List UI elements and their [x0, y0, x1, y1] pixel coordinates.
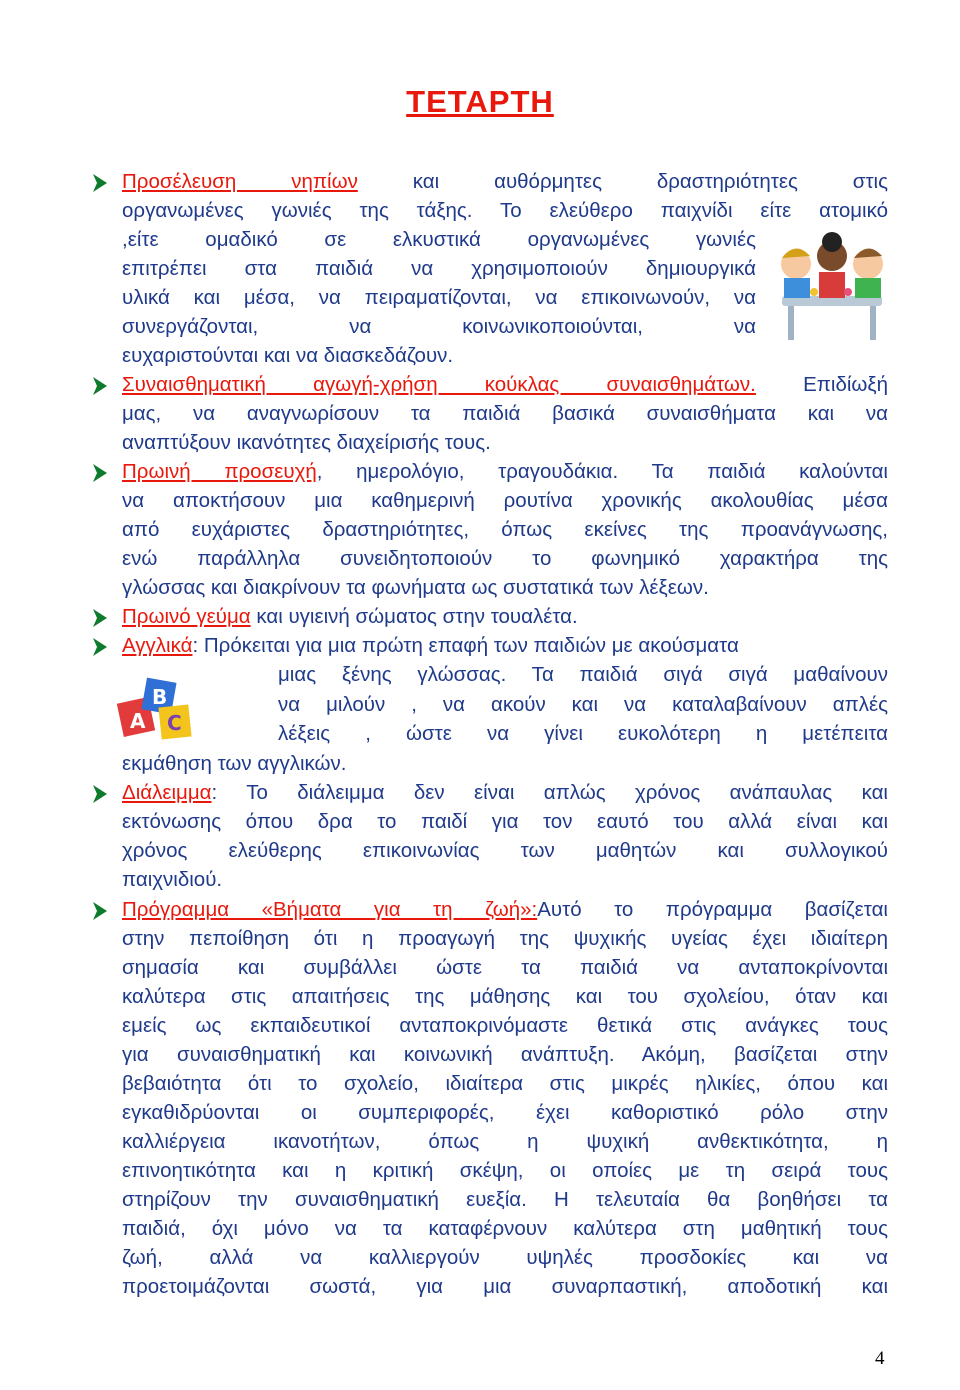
section-label-break[interactable]: Διάλειμμα — [122, 781, 212, 804]
section-2-line-2: μας, να αναγνωρίσουν τα παιδιά βασικά συναισθήματα και να — [122, 402, 888, 425]
section-label-emotional-education[interactable]: Συναισθηματική αγωγή-χρήση κούκλας συναισθημάτων. — [122, 373, 756, 396]
section-4-text: και υγιεινή σώματος στην τουαλέτα. — [250, 605, 578, 628]
children-playing-illustration — [774, 226, 890, 344]
arrowhead-bullet-icon — [91, 636, 109, 658]
section-3-line-5: γλώσσας και διακρίνουν τα φωνήματα ως συστατικά των λέξεων. — [122, 576, 709, 599]
section-7-line-13: ζωή, αλλά να καλλιεργούν υψηλές προσδοκίες και να — [122, 1246, 888, 1269]
page-number: 4 — [875, 1348, 885, 1369]
section-5-line-1 — [122, 631, 888, 661]
section-3-line-4: ενώ παράλληλα συνειδητοποιούν το φωνημικό χαρακτήρα της — [122, 547, 888, 570]
section-7-line-10: επινοητικότητα και η κριτική σκέψη, οι οποίες με τη σειρά τους — [122, 1159, 888, 1182]
section-7-line-4: καλύτερα στις απαιτήσεις της μάθησης και του σχολείου, όταν και — [122, 985, 888, 1008]
section-1-line-5: υλικά και μέσα, να πειραματίζονται, να επικοινωνούν, να — [122, 286, 756, 309]
section-5-text: : Πρόκειται για μια πρώτη επαφή των παιδιών με ακούσματα — [192, 634, 739, 657]
section-label-breakfast[interactable]: Πρωινό γεύμα — [122, 605, 251, 628]
arrowhead-bullet-icon — [91, 172, 109, 194]
section-7-line-12: παιδιά, όχι μόνο να τα καταφέρνουν καλύτερα στη μαθητική τους — [122, 1217, 888, 1240]
section-7-line-5: εμείς ως εκπαιδευτικοί ανταποκρινόμαστε θετικά στις ανάγκες τους — [122, 1014, 888, 1037]
section-label-morning-prayer[interactable]: Πρωινή προσευχή — [122, 460, 317, 483]
section-5-line-4: λέξεις , ώστε να γίνει ευκολότερη η μετέπειτα — [278, 722, 888, 745]
section-1-line-4: επιτρέπει στα παιδιά να χρησιμοποιούν δημιουργικά — [122, 257, 756, 280]
section-6-line-4: παιχνιδιού. — [122, 868, 223, 891]
section-3-line-1 — [122, 457, 888, 487]
section-1-line-6: συνεργάζονται, να κοινωνικοποιούνται, να — [122, 315, 756, 338]
section-label-arrival[interactable]: Προσέλευση νηπίων — [122, 170, 358, 193]
section-5-line-3: να μιλούν , να ακούν και να καταλαβαίνουν απλές — [278, 693, 888, 716]
section-2-line-1 — [122, 370, 888, 400]
section-7-line-3: σημασία και συμβάλλει ώστε τα παιδιά να ανταποκρίνονται — [122, 956, 888, 979]
section-7-line-9: καλλιέργεια ικανοτήτων, όπως η ψυχική ανθεκτικότητα, η — [122, 1130, 888, 1153]
section-7-line-6: για συναισθηματική και κοινωνική ανάπτυξη. Ακόμη, βασίζεται στην — [122, 1043, 888, 1066]
section-6-text: : Το διάλειμμα δεν είναι απλώς χρόνος ανάπαυλας και — [211, 781, 888, 804]
abc-blocks-illustration — [116, 670, 196, 750]
section-label-steps-for-life[interactable]: Πρόγραμμα «Βήματα για τη ζωή»: — [122, 898, 538, 921]
section-1-line-3: ,είτε ομαδικό σε ελκυστικά οργανωμένες γωνιές — [122, 228, 756, 251]
section-3-text: , ημερολόγιο, τραγουδάκια. Τα παιδιά καλούνται — [316, 460, 888, 483]
section-1-line-1 — [122, 167, 888, 197]
section-2-text: Επιδίωξή — [803, 373, 889, 396]
arrowhead-bullet-icon — [91, 607, 109, 629]
section-4-line-1 — [122, 602, 888, 632]
svg-text:A: A — [130, 709, 146, 733]
page-title: ΤΕΤΑΡΤΗ — [406, 84, 554, 119]
svg-text:B: B — [152, 685, 168, 709]
section-7-line-7: βεβαιότητα ότι το σχολείο, ιδιαίτερα στις μικρές ηλικίες, όπου και — [122, 1072, 888, 1095]
section-3-line-3: από ευχάριστες δραστηριότητες, όπως εκείνες της προανάγνωσης, — [122, 518, 888, 541]
section-7-line-1 — [122, 895, 888, 925]
section-1-line-7: ευχαριστούνται και να διασκεδάζουν. — [122, 344, 454, 367]
section-7-line-8: εγκαθιδρύονται οι συμπεριφορές, έχει καθοριστικό ρόλο στην — [122, 1101, 888, 1124]
section-1-line-2: οργανωμένες γωνιές της τάξης. Το ελεύθερο παιχνίδι είτε ατομικό — [122, 199, 888, 222]
section-6-line-3: χρόνος ελεύθερης επικοινωνίας των μαθητών και συλλογικού — [122, 839, 888, 862]
svg-text:C: C — [167, 711, 182, 735]
section-label-english[interactable]: Αγγλικά — [122, 634, 193, 657]
section-7-line-2: στην πεποίθηση ότι η προαγωγή της ψυχικής υγείας έχει ιδιαίτερη — [122, 927, 888, 950]
arrowhead-bullet-icon — [91, 783, 109, 805]
section-3-line-2: να αποκτήσουν μια καθημερινή ρουτίνα χρονικής ακολουθίας μέσα — [122, 489, 888, 512]
arrowhead-bullet-icon — [91, 375, 109, 397]
section-2-line-3: αναπτύξουν ικανότητες διαχείρισής τους. — [122, 431, 491, 454]
section-7-line-14: προετοιμάζονται σωστά, για μια συναρπαστική, αποδοτική και — [122, 1275, 888, 1298]
arrowhead-bullet-icon — [91, 900, 109, 922]
arrowhead-bullet-icon — [91, 462, 109, 484]
section-6-line-1 — [122, 778, 888, 808]
section-1-text: και αυθόρμητες δραστηριότητες στις — [412, 170, 888, 193]
section-7-line-11: στηρίζουν την συναισθηματική ευεξία. Η τελευταία θα βοηθήσει τα — [122, 1188, 888, 1211]
section-5-line-5: εκμάθηση των αγγλικών. — [122, 752, 347, 775]
section-7-text: Αυτό το πρόγραμμα βασίζεται — [537, 898, 888, 921]
section-5-line-2: μιας ξένης γλώσσας. Τα παιδιά σιγά σιγά μαθαίνουν — [278, 663, 888, 686]
section-6-line-2: εκτόνωσης όπου δρα το παιδί για τον εαυτό του αλλά είναι και — [122, 810, 888, 833]
